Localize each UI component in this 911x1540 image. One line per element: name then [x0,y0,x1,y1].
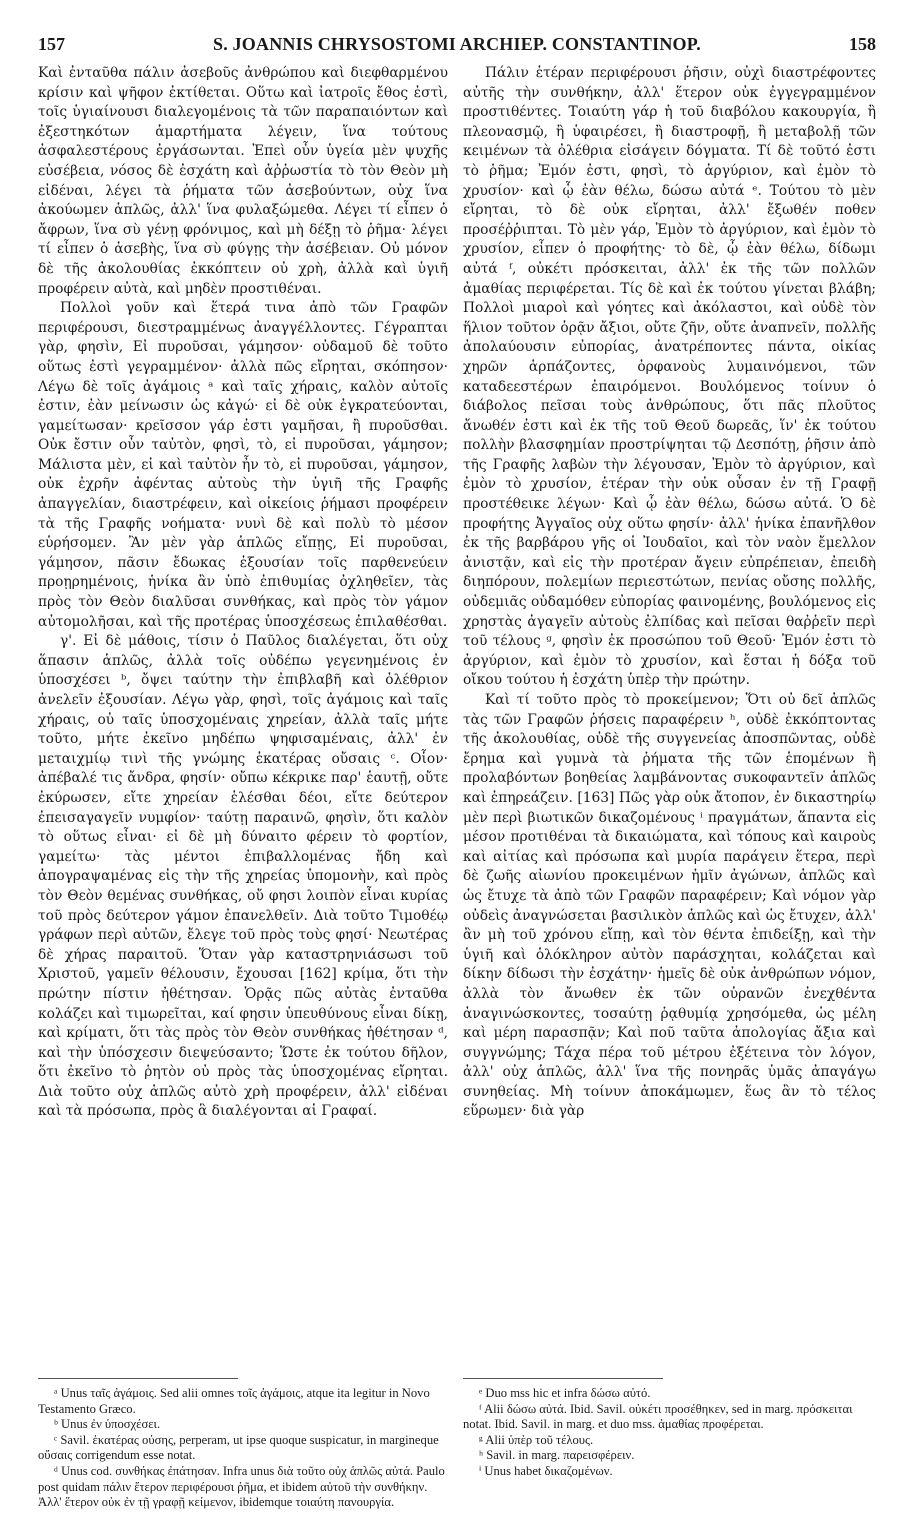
footnotes-right [463,1386,876,1480]
left-paragraph-3: γ'. Εἰ δὲ μάθοις, τίσιν ὁ Παῦλος διαλέγεται, ὅτι οὐχ ἅπασιν ἁπλῶς, ἀλλὰ τοῖς οὐδέπω γεγενημένοις ἐν ὑποσχέσει ᵇ, ὄψει ταύτην τὴν ἐπιβλαβῆ καὶ ὀλέθριον ἀνελεῖν ἐξουσίαν. Λέγω γὰρ, φησὶ, τοῖς ἀγάμοις καὶ ταῖς χήραις, οὐ ταῖς ὑποσχομέναις χηρείαν, ἀλλὰ ταῖς μήτε τοῦτο, μήτε ἐκεῖνο μηδέπω ψηφισαμέναις, ἀλλ' ἐν μεταιχμίῳ τινὶ τῆς γνώμης ἑκατέρας οὔσαις ᶜ. Οἷον· ἀπέβαλέ τις ἄνδρα, φησίν· οὔπω κέκρικε παρ' ἑαυτῇ, οὔτε ἐκύρωσεν, εἴτε χηρείαν ἑλέσθαι δέοι, εἴτε δεύτερον ἐπεισαγαγεῖν νυμφίον· ταύτῃ παραινῶ, φησὶν, ὅτι καλὸν τὸ οὕτως εἶναι· εἰ δὲ μὴ δύναιτο φέρειν τὸ φορτίον, γαμείτω· τὰς μέντοι ἐπιβαλλομένας ἤδη καὶ ἀπογραψαμένας εἰς τὴν τῆς χηρείας ὑπομονὴν, καὶ πρὸς τὸν Θεὸν θεμένας συνθήκας, οὔ φησι λοιπὸν εἶναι κυρίας τοῦ πρὸς δεύτερον γάμον ἐπανελθεῖν. Διὰ τοῦτο Τιμοθέῳ γράφων περὶ αὐτῶν, ἔλεγε τοῦ πρὸς τοὺς φησί· Νεωτέρας δὲ χήρας παραιτοῦ. Ὅταν γὰρ καταστρηνιάσωσι τοῦ Χριστοῦ, γαμεῖν θέλουσιν, ἔχουσαι [162] κρίμα, ὅτι τὴν πρώτην πίστιν ἠθέτησαν. Ὁρᾷς πῶς αὐτὰς ἐνταῦθα κολάζει καὶ τιμωρεῖται, καί φησιν ὑπευθύνους εἶναι δίκῃ, καὶ κρίματι, ὅτι τὰς πρὸς τὸν Θεὸν συνθήκας ἠθέτησαν ᵈ, καὶ τὴν ὑπόσχεσιν διεψεύσαντο; Ὥστε ἐκ τούτου δῆλον, ὅτι ἐκεῖνο τὸ ῥητὸν οὐ πρὸς τὰς ὑποσχομένας εἴρηται. Διὰ τοῦτο οὐχ ἁπλῶς αὐτὸ χρὴ προφέρειν, ἀλλ' εἰδέναι καὶ τὰ πρόσωπα, πρὸς ἃ διαλέγονται αἱ Γραφαί. [38,633,448,1120]
page-number-right: 158 [849,34,876,54]
right-column [463,64,876,1122]
footnote-h: ʰ Savil. in marg. παρεισφέρειν. [479,1448,635,1463]
footnotes-left [38,1386,448,1511]
footnote-rule-right [463,1378,663,1379]
left-paragraph-2: Πολλοὶ γοῦν καὶ ἕτερά τινα ἀπὸ τῶν Γραφῶν περιφέρουσι, διεστραμμένως ἀναγγέλλοντες. Γέγραπται γὰρ, φησὶν, Εἰ πυροῦσαι, γάμησον· οὐδαμοῦ δὲ τοῦτο οὕτως ἐστὶ γεγραμμένον· ἀλλὰ πῶς εἴρηται, σκόπησον· Λέγω δὲ τοῖς ἀγάμοις ᵃ καὶ ταῖς χήραις, καλὸν αὐτοῖς ἐστιν, ἐὰν μείνωσιν ὡς κἀγώ· εἰ δὲ οὐκ ἐγκρατεύονται, γαμείτωσαν· κρεῖσσον γάρ ἐστι γαμῆσαι, ἢ πυροῦσθαι. Οὐκ ἔστιν οὖν ταὐτὸν, φησὶ, τὸ, εἰ πυροῦσαι, γάμησον; Μάλιστα μὲν, εἰ καὶ ταὐτὸν ἦν τὸ, εἰ πυροῦσαι, γάμησον, οὐκ ἐχρῆν ἀφέντας αὐτοὺς τὴν ὑγιῆ τῆς Γραφῆς ἀπαγγελίαν, διαστρέφειν, καὶ οἰκείοις ῥήμασι προφέρειν τὰ τῆς Γραφῆς νοήματα· νυνὶ δὲ καὶ πολὺ τὸ μέσον εὑρήσομεν. Ἂν μὲν γὰρ ἁπλῶς εἴπῃς, Εἰ πυροῦσαι, γάμησον, πᾶσιν ἔδωκας ἐξουσίαν τοῖς παρθενεύειν προῃρημένοις, ἡνίκα ἂν ὑπὸ ἐπιθυμίας ὀχληθεῖεν, τὰς πρὸς τὸν Θεὸν διαλῦσαι συνθήκας, καὶ πρὸς τὸν γάμον αὐτομολῆσαι, καὶ τῆς προτέρας ὑποσχέσεως ἐπιλαθέσθαι. [38,300,448,630]
right-paragraph-2: Καὶ τί τοῦτο πρὸς τὸ προκείμενον; Ὅτι οὐ δεῖ ἁπλῶς τὰς τῶν Γραφῶν ῥήσεις παραφέρειν ʰ, οὐδὲ ἐκκόπτοντας τῆς ἀκολουθίας, οὐδὲ τῆς συγγενείας ἀποσπῶντας, οὐδὲ ἔρημα καὶ γυμνὰ τὰ ῥήματα τῆς τῶν ἑπομένων ἢ προλαβόντων βοηθείας λαμβάνοντας συκοφαντεῖν ἁπλῶς καὶ ἐπηρεάζειν. [163] Πῶς γὰρ οὐκ ἄτοπον, ἐν δικαστηρίῳ μὲν περὶ βιωτικῶν δικαζομένους ⁱ πραγμάτων, ἅπαντα εἰς μέσον προτιθέναι τὰ δικαιώματα, καὶ τόπους καὶ καιροὺς καὶ αἰτίας καὶ πρόσωπα καὶ μυρία παράγειν ἕτερα, περὶ δὲ ζωῆς αἰωνίου προκειμένων ἡμῖν ἀγώνων, ἁπλῶς καὶ ὡς ἔτυχε τὰ ἀπὸ τῶν Γραφῶν παραφέρειν; Καὶ νόμον γὰρ οὐδεὶς ἀναγνώσεται βασιλικὸν ἁπλῶς καὶ ὡς ἔτυχεν, ἀλλ' ἂν μὴ τοῦ χρόνου εἴπῃ, καὶ τὸν θέντα ἐπιδείξῃ, καὶ τὴν ὑγιῆ καὶ ὁλόκληρον αὐτὸν παράσχηται, κολάζεται καὶ δίκην δίδωσι τὴν ἐσχάτην· ἡμεῖς δὲ οὐκ ἀνθρώπων νόμον, ἀλλὰ τὸν ἄνωθεν ἐκ τῶν οὐρανῶν ἐνεχθέντα ἀναγινώσκοντες, τοσαύτῃ ῥᾳθυμίᾳ χρησόμεθα, ὡς μέλη καὶ μέρη παρασπᾷν; Καὶ ποῦ ταῦτα ἀπολογίας ἄξια καὶ συγγνώμης; Τάχα πέρα τοῦ μέτρου ἐξέτεινα τὸν λόγον, ἀλλ' οὐχ ἁπλῶς, ἀλλ' ἵνα τῆς πονηρᾶς ὑμᾶς ἀπαγάγω συνηθείας. Μὴ τοίνυν ἀποκάμωμεν, ἕως ἂν τὸ τέλος εὕρωμεν· διὰ γὰρ [463,692,876,1120]
footnote-d: ᵈ Unus cod. συνθήκας ἐπάτησαν. Infra unus διὰ τοῦτο οὐχ ἁπλῶς αὐτά. Paulo post quidam πάλιν ἕτερον περιφέρουσι ῥῆμα, et ibidem αὐτοῦ τὴν συνθήκην. Ἀλλ' ἕτερον οὐκ ἐν τῇ γραφῇ κείμενον, ibidemque τοιαύτη πανουργία. [38,1463,445,1510]
right-paragraph-1: Πάλιν ἑτέραν περιφέρουσι ῥῆσιν, οὐχὶ διαστρέφοντες αὐτῆς τὴν συνθήκην, ἀλλ' ἕτερον οὐκ ἐγγεγραμμένον προστιθέντες. Τοιαύτη γάρ ἡ τοῦ διαβόλου κακουργία, ἢ πλεονασμῷ, ἢ ὑφαιρέσει, ἢ διαστροφῇ, ἢ μεταβολῇ τῶν κειμένων τὰ ὀλέθρια εἰσάγειν δόγματα. Τί δὲ τοῦτό ἐστι τὸ ῥῆμα; Ἐμόν ἐστι, φησὶ, τὸ ἀργύριον, καὶ ἐμὸν τὸ χρυσίον· καὶ ᾧ ἐὰν θέλω, δώσω αὐτά ᵉ. Τούτου τὸ μὲν εἴρηται, τὸ δὲ οὐκ εἴρηται, ἀλλ' ἔξωθέν ποθεν προσέῤῥιπται. Τὸ μὲν γάρ, Ἐμὸν τὸ ἀργύριον, καὶ ἐμὸν τὸ χρυσίον, εἶπεν ὁ προφήτης· τὸ δὲ, ᾧ ἐὰν θέλω, δίδωμι αὐτά ᶠ, οὐκέτι πρόσκειται, ἀλλ' ἐκ τῆς τῶν πολλῶν ἀμαθίας περιφέρεται. Τίς δὲ καὶ ἐκ τούτου γίνεται βλάβη; Πολλοὶ μιαροὶ καὶ γόητες καὶ ἀκόλαστοι, καὶ οὐδὲ τὸν ἥλιον τοῦτον ὁρᾷν ἄξιοι, οὔτε ζῆν, οὔτε ἀναπνεῖν, πολλῆς ἀπολαύουσιν εὐπορίας, ἀνατρέποντες πάντα, οἰκίας χηρῶν ἁρπάζοντες, ὀρφανοὺς λυμαινόμενοι, τῶν καταδεεστέρων ἐπαιρόμενοι. Βουλόμενος τοίνυν ὁ διάβολος πεῖσαι τοὺς ἀνθρώπους, ὅτι πᾶς πλοῦτος ἄνωθέν ἐστι καὶ ἐκ τῆς τοῦ Θεοῦ δωρεᾶς, ἵν' ἐκ τούτου πολλὴν βλασφημίαν προστρίψηται τῷ Δεσπότῃ, ῥῆσιν ἀπὸ τῆς Γραφῆς λαβὼν τὴν λέγουσαν, Ἐμὸν τὸ ἀργύριον, καὶ ἐμὸν τὸ χρυσίον, ἑτέραν τὴν οὐκ οὖσαν ἐν τῇ Γραφῇ προστέθεικε λέγων· Καὶ ᾧ ἐὰν θέλω, δώσω αὐτά. Ὁ δὲ προφήτης Ἀγγαῖος οὐχ οὕτω φησίν· ἀλλ' ἡνίκα ἐπανῆλθον ἐκ τῆς βαρβάρου γῆς οἱ Ἰουδαῖοι, καὶ τὸν ναὸν ἔμελλον ἀνιστᾷν, καὶ εἰς τὴν προτέραν ἄγειν εὐπρέπειαν, ἐπειδὴ διηπόρουν, πολεμίων περιεστώτων, πενίας οὔσης πολλῆς, οὐδεμιᾶς οὐδαμόθεν εὐπορίας φαινομένης, βουλόμενος εἰς χρηστὰς ἀγαγεῖν αὐτοὺς ἐλπίδας καὶ πεῖσαι θαῤῥεῖν περὶ τοῦ τέλους ᵍ, φησὶν ἐκ προσώπου τοῦ Θεοῦ· Ἐμόν ἐστι τὸ ἀργύριον, καὶ ἐμὸν τὸ χρυσίον, καὶ ἔσται ἡ δόξα τοῦ οἴκου τούτου ἡ ἐσχάτη ὑπὲρ τὴν πρώτην. [463,65,876,689]
footnote-b: ᵇ Unus ἐν ὑποσχέσει. [54,1417,161,1432]
running-header [38,34,876,58]
footnote-e: ᵉ Duo mss hic et infra δώσω αὐτό. [479,1386,651,1400]
footnote-f: ᶠ Alii δώσω αὐτά. Ibid. Savil. οὐκέτι προσέθηκεν, sed in marg. πρόσκειται notat. Ibid. Savil. in marg. et duo mss. ἀμαθίας προφέρεται. [463,1401,853,1432]
footnote-c: ᶜ Savil. ἑκατέρας οὐσης, perperam, ut ipse quoque suspicatur, in margineque οὔσαις corrigendum esse notat. [38,1432,439,1463]
footnote-rule-left [38,1378,238,1379]
running-title: S. JOANNIS CHRYSOSTOMI ARCHIEP. CONSTANTINOP. [213,34,701,54]
footnote-a: ᵃ Unus ταῖς ἀγάμοις. Sed alii omnes τοῖς ἀγάμοις, atque ita legitur in Novo Testamento Græco. [38,1386,430,1416]
left-paragraph-1: Καὶ ἐνταῦθα πάλιν ἀσεβοῦς ἀνθρώπου καὶ διεφθαρμένου κρίσιν καὶ ψῆφον ἐκτίθεται. Οὕτω καὶ ἰατροῖς ἔθος ἐστὶ, τοῖς ὑγιαίνουσι διαλεγομένοις τὰ τῶν παραπαιόντων καὶ ἐξεστηκότων ἁμαρτήματα λέγειν, ἵνα τούτους ἀσφαλεστέρους ἐργάσωνται. Ἐπεὶ οὖν ὑγεία μὲν ψυχῆς εὐσέβεια, νόσος δὲ ἐσχάτη καὶ ἀῤῥωστία τὸ τὸν Θεὸν μὴ εἰδέναι, λέγει τὰ ῥήματα τῶν ἀσεβούντων, οὐχ ἵνα ἀκούωμεν ἁπλῶς, ἀλλ' ἵνα φυλαξώμεθα. Λέγει τί εἶπεν ὁ ἄφρων, ἵνα σὺ γένῃ φρόνιμος, καὶ μὴ δέξῃ τὸ ῥῆμα· λέγει τί εἶπεν ὁ ἀσεβὴς, ἵνα σὺ φύγῃς τὴν ἀσέβειαν. Οὐ μόνον δὲ τῆς ἀκολουθίας ἐκκόπτειν οὐ χρὴ, ἀλλὰ καὶ ὑγιῆ προφέρειν αὐτὰ, καὶ μηδὲν προστιθέναι. [38,65,448,297]
footnote-i: ⁱ Unus habet δικαζομένων. [479,1463,613,1478]
left-column [38,64,448,1122]
page-number-left: 157 [38,34,65,54]
footnote-g: ᵍ Alii ὑπὲρ τοῦ τέλους. [479,1432,594,1447]
